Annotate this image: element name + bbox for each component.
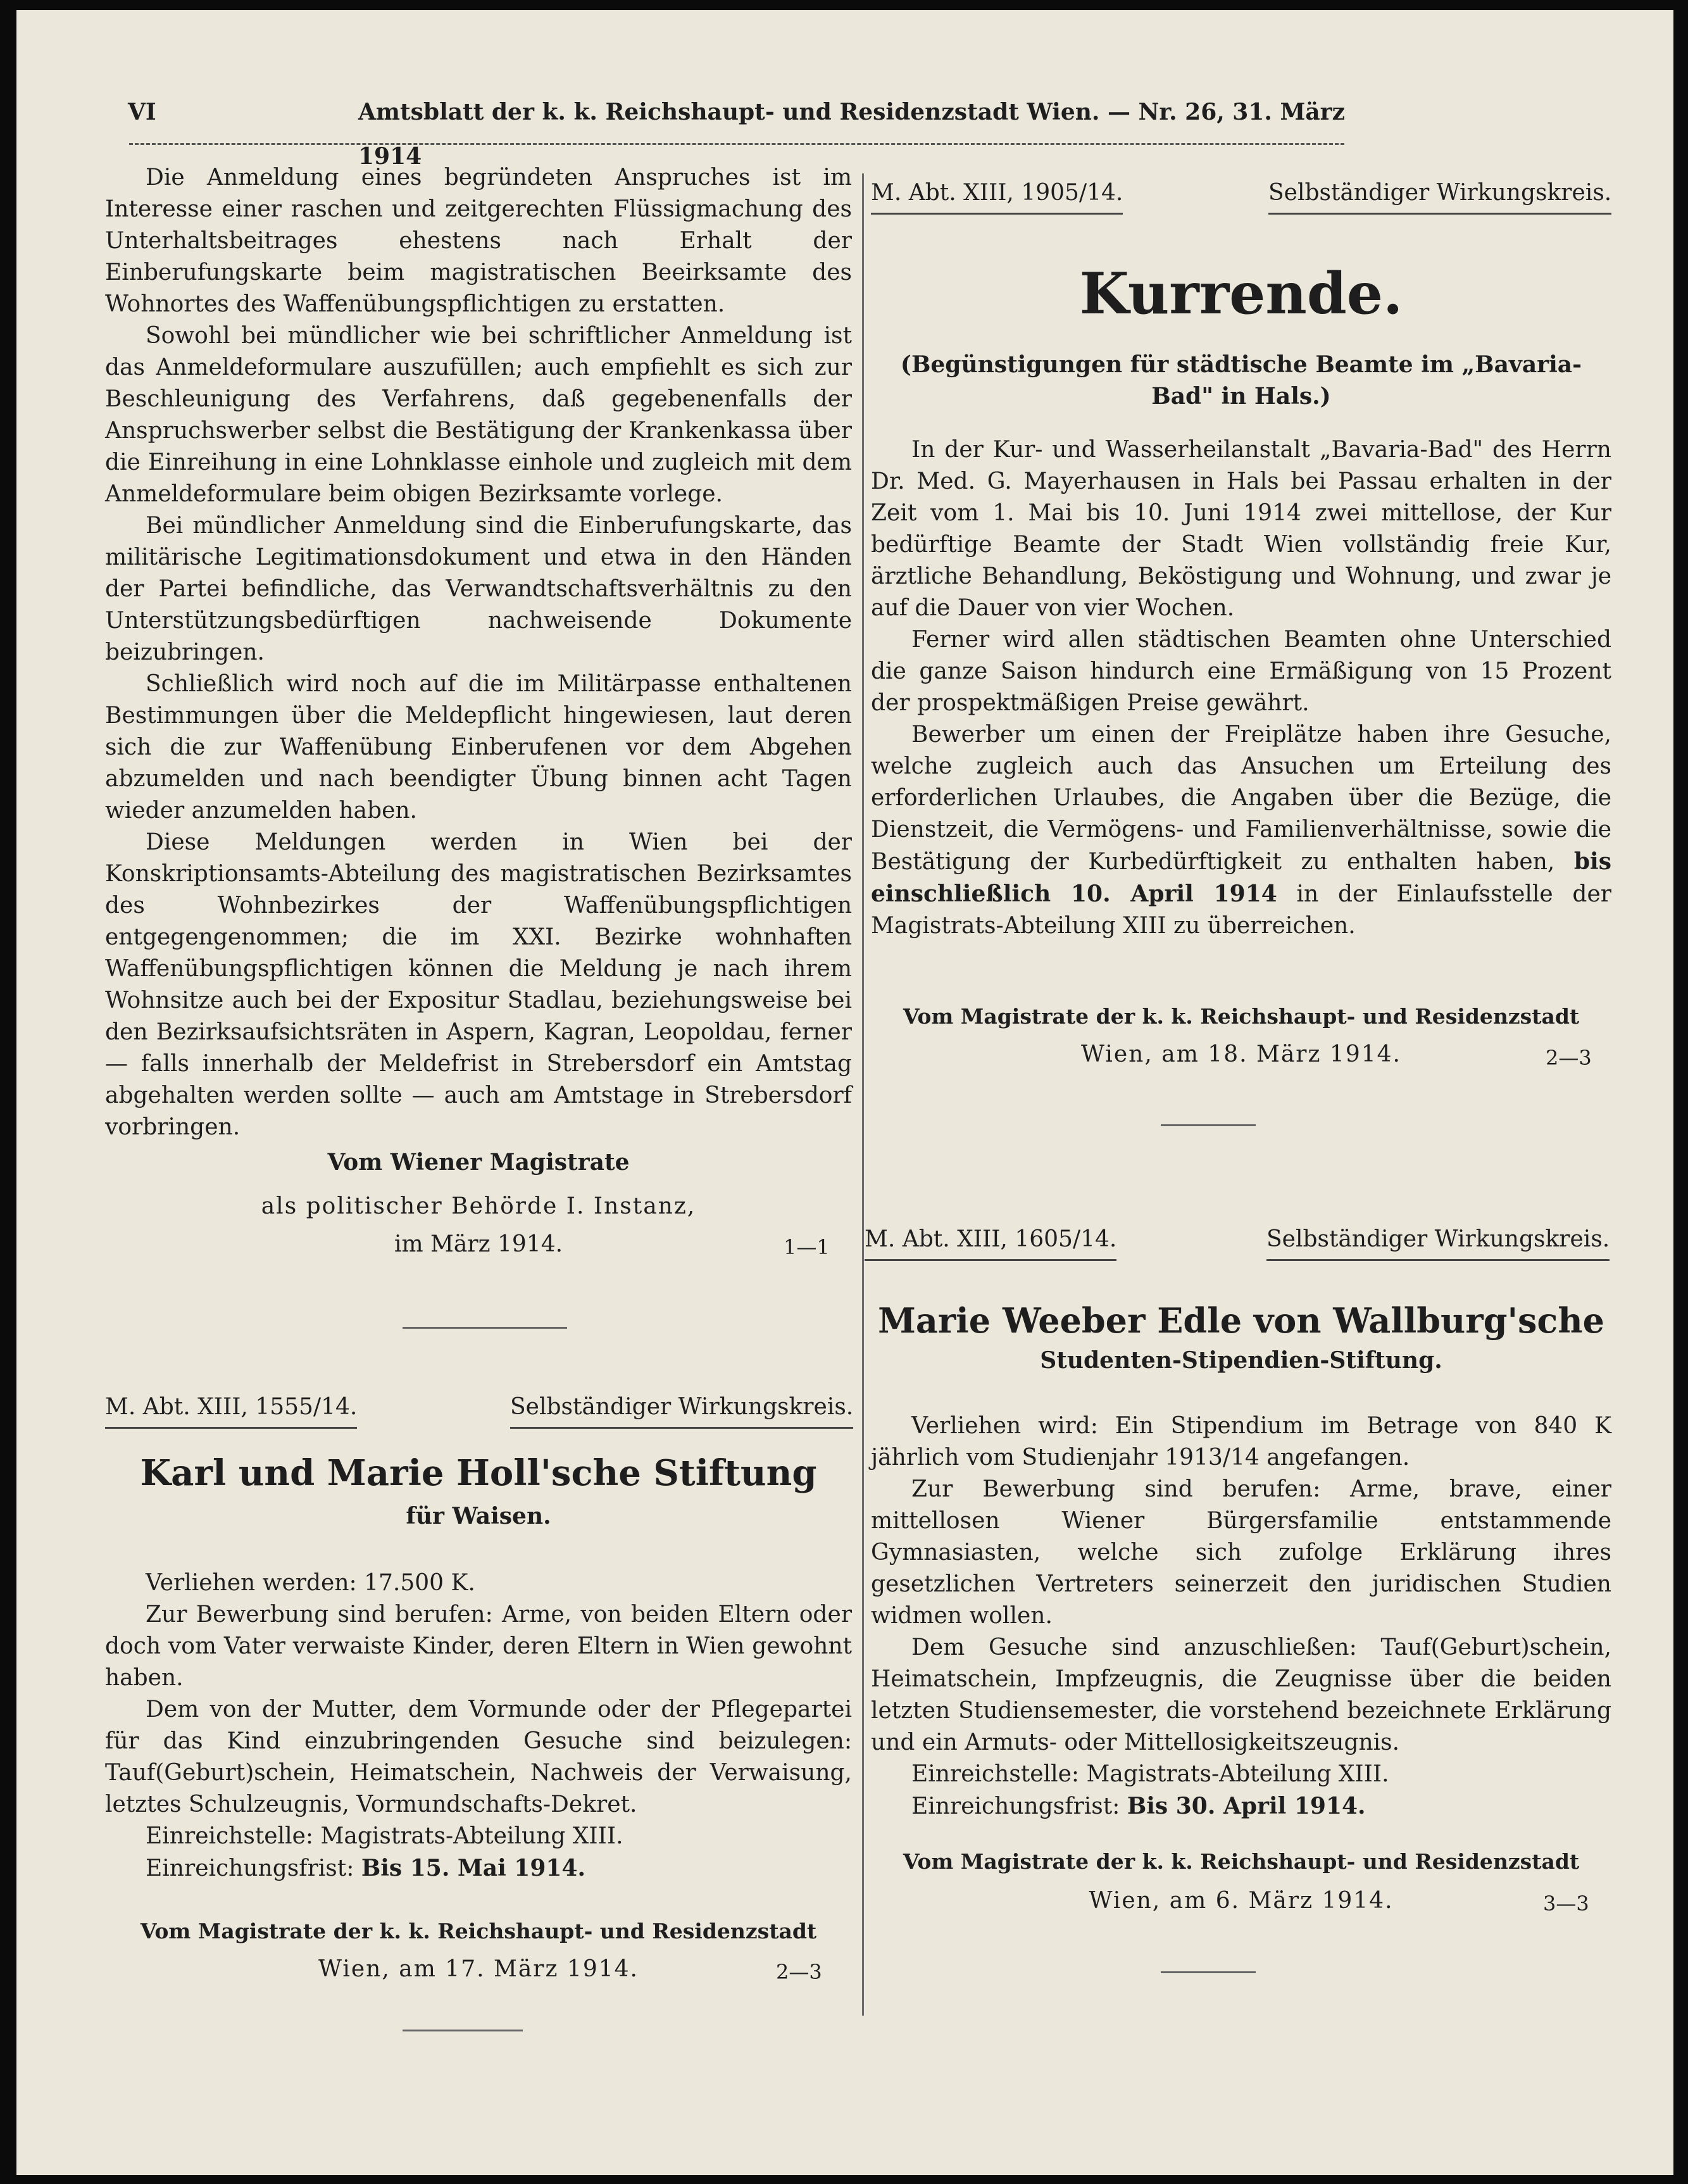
notice-reference: M. Abt. XIII, 1555/14. [105, 1390, 357, 1429]
deadline [871, 1790, 1611, 1823]
notice-number: 1—1 [784, 1235, 830, 1259]
signature-line-1: Vom Wiener Magistrate [327, 1149, 630, 1176]
foundation-subtitle: für Waisen. [406, 1503, 551, 1529]
signature-line-2: Wien, am 6. März 1914. [1089, 1888, 1394, 1914]
kurrende-subtitle: (Begünstigungen für städtische Beamte im „Bavaria-Bad" in Hals.) [900, 351, 1582, 410]
signature-line-2: als politischer Behörde I. Instanz, [261, 1193, 696, 1219]
signature-line-1: Vom Magistrate der k. k. Reichshaupt- und Residenzstadt [903, 1849, 1580, 1874]
notice-reference: M. Abt. XIII, 1905/14. [871, 176, 1123, 215]
paragraph: In der Kur- und Wasserheilanstalt „Bavaria-Bad" des Herrn Dr. Med. G. Mayerhausen in Hals bei Passau erhalten in der Zeit vom 1. Mai bis 10. Juni 1914 zwei mittellose, der Kur bedürftige Beamte der Stadt Wien vollständig freie Kur, ärztliche Behandlung, Beköstigung und Wohnung, und zwar je auf die Dauer von vier Wochen. [871, 437, 1611, 621]
notice-scope: Selbständiger Wirkungskreis. [510, 1390, 853, 1429]
separator [403, 1327, 567, 1329]
paragraph: Einreichstelle: Magistrats-Abteilung XIII. [146, 1823, 623, 1849]
paragraph: Zur Bewerbung sind berufen: Arme, von beiden Eltern oder doch vom Vater verwaiste Kinder, deren Eltern in Wien gewohnt haben. [105, 1602, 852, 1691]
foundation-body [105, 1567, 852, 1885]
paragraph: Verliehen wird: Ein Stipendium im Betrage von 840 K jährlich vom Studienjahr 1913/14 angefangen. [871, 1413, 1611, 1471]
notice-scope: Selbständiger Wirkungskreis. [1268, 176, 1611, 215]
deadline-label: Einreichungsfrist: [146, 1855, 354, 1881]
paragraph: Dem Gesuche sind anzuschließen: Tauf(Geburt)schein, Heimatschein, Impfzeugnis, die Zeugnisse über die beiden letzten Studiensemester, die vorstehend bezeichnete Erklärung und ein Armuts- oder Mittellosigkeitszeugnis. [871, 1635, 1611, 1755]
page-header-title: Amtsblatt der k. k. Reichshaupt- und Residenzstadt Wien. — Nr. 26, 31. März 1914 [358, 99, 1346, 170]
signature-line-1: Vom Magistrate der k. k. Reichshaupt- und Residenzstadt [903, 1004, 1580, 1029]
left-article [105, 162, 852, 1143]
paragraph: Dem von der Mutter, dem Vormunde oder der Pflegepartei für das Kind einzubringenden Gesuche sind beizulegen: Tauf(Geburt)schein, Heimatschein, Nachweis der Verwaisung, letztes Schulzeugnis, Vormundschafts-Dekret. [105, 1697, 852, 1817]
signature-line-3: im März 1914. [394, 1231, 563, 1257]
deadline-date: Bis 30. April 1914. [1127, 1793, 1366, 1819]
deadline-date: bis einschließlich 10. April 1914 [871, 848, 1611, 907]
signature-line-2: Wien, am 18. März 1914. [1080, 1041, 1401, 1067]
paragraph: Bei mündlicher Anmeldung sind die Einberufungskarte, das militärische Legitimationsdokument und etwa in den Händen der Partei befindliche, das Verwandtschaftsverhältnis zu den Unterstützungsbedürftigen nachweisende Dokumente beizubringen. [105, 513, 852, 665]
deadline-label: Einreichungsfrist: [911, 1793, 1120, 1819]
paragraph: Die Anmeldung eines begründeten Anspruches ist im Interesse einer raschen und zeitgerechten Flüssigmachung des Unterhaltsbeitrages ehestens nach Erhalt der Einberufungskarte beim magistratischen Beeirksamte des Wohnortes des Waffenübungspflichtigen zu erstatten. [105, 165, 852, 317]
header-rule [129, 143, 1344, 145]
paragraph: Einreichstelle: Magistrats-Abteilung XIII. [911, 1761, 1389, 1787]
notice-scope: Selbständiger Wirkungskreis. [1266, 1222, 1610, 1261]
signature-line-1: Vom Magistrate der k. k. Reichshaupt- und Residenzstadt [140, 1919, 817, 1943]
separator [403, 2030, 523, 2031]
signature-line-2: Wien, am 17. März 1914. [318, 1956, 639, 1982]
paragraph: Schließlich wird noch auf die im Militärpasse enthaltenen Bestimmungen über die Meldepflicht hingewiesen, laut deren sich die zur Waffenübung Einberufenen vor dem Abgehen abzumelden und nach beendigter Übung binnen acht Tagen wieder anzumelden haben. [105, 671, 852, 824]
foundation-title: Marie Weeber Edle von Wallburg'sche [878, 1300, 1604, 1341]
notice-reference: M. Abt. XIII, 1605/14. [865, 1222, 1116, 1261]
kurrende-title: Kurrende. [1079, 260, 1403, 327]
foundation-body [871, 1410, 1611, 1823]
paragraph: Ferner wird allen städtischen Beamten ohne Unterschied die ganze Saison hindurch eine Ermäßigung von 15 Prozent der prospektmäßigen Preise gewährt. [871, 627, 1611, 716]
kurrende-body [871, 434, 1611, 942]
deadline-date: Bis 15. Mai 1914. [361, 1855, 586, 1881]
column-divider [862, 173, 864, 2016]
page-number: VI [128, 99, 156, 125]
paragraph: Sowohl bei mündlicher wie bei schriftlicher Anmeldung ist das Anmeldeformulare auszufüllen; auch empfiehlt es sich zur Beschleunigung des Verfahrens, daß gegebenenfalls der Anspruchswerber selbst die Bestätigung der Krankenkassa über die Einreihung in eine Lohnklasse einhole und zugleich mit dem Anmeldeformulare beim obigen Bezirksamte vorlege. [105, 323, 852, 507]
separator [1161, 1971, 1256, 1973]
paragraph: Zur Bewerbung sind berufen: Arme, brave, einer mittellosen Wiener Bürgersfamilie entstammende Gymnasiasten, welche sich zufolge Erklärung ihres gesetzlichen Vertreters seinerzeit den juridischen Studien widmen wollen. [871, 1476, 1611, 1629]
paragraph: Verliehen werden: 17.500 K. [146, 1570, 475, 1596]
foundation-subtitle: Studenten-Stipendien-Stiftung. [1040, 1347, 1442, 1374]
notice-number: 2—3 [776, 1960, 822, 1984]
notice-number: 2—3 [1546, 1046, 1592, 1070]
paragraph: Diese Meldungen werden in Wien bei der Konskriptionsamts-Abteilung des magistratischen Bezirksamtes des Wohnbezirkes der Waffenübungspflichtigen entgegengenommen; die im XXI. Bezirke wohnhaften Waffenübungspflichtigen können die Meldung je nach ihrem Wohnsitze auch bei der Expositur Stadlau, beziehungsweise bei den Bezirksaufsichtsräten in Aspern, Kagran, Leopoldau, ferner — falls innerhalb der Meldefrist in Strebersdorf ein Amtstag abgehalten werden sollte — auch am Amtstage in Strebersdorf vorbringen. [105, 829, 852, 1140]
page-sheet [16, 10, 1673, 2175]
foundation-title: Karl und Marie Holl'sche Stiftung [140, 1452, 817, 1494]
notice-number: 3—3 [1543, 1892, 1589, 1916]
separator [1161, 1124, 1256, 1126]
deadline [105, 1852, 852, 1885]
paragraph: Bewerber um einen der Freiplätze haben ihre Gesuche, welche zugleich auch das Ansuchen um Erteilung des erforderlichen Urlaubes, die Angaben über die Bezüge, die Dienstzeit, die Vermögens- und Familienverhältnisse, sowie die Bestätigung der Kurbedürftigkeit zu enthalten haben, bis einschließlich 10. April 1914 in der Einlaufsstelle der Magistrats-Abteilung XIII zu überreichen. [871, 722, 1611, 939]
